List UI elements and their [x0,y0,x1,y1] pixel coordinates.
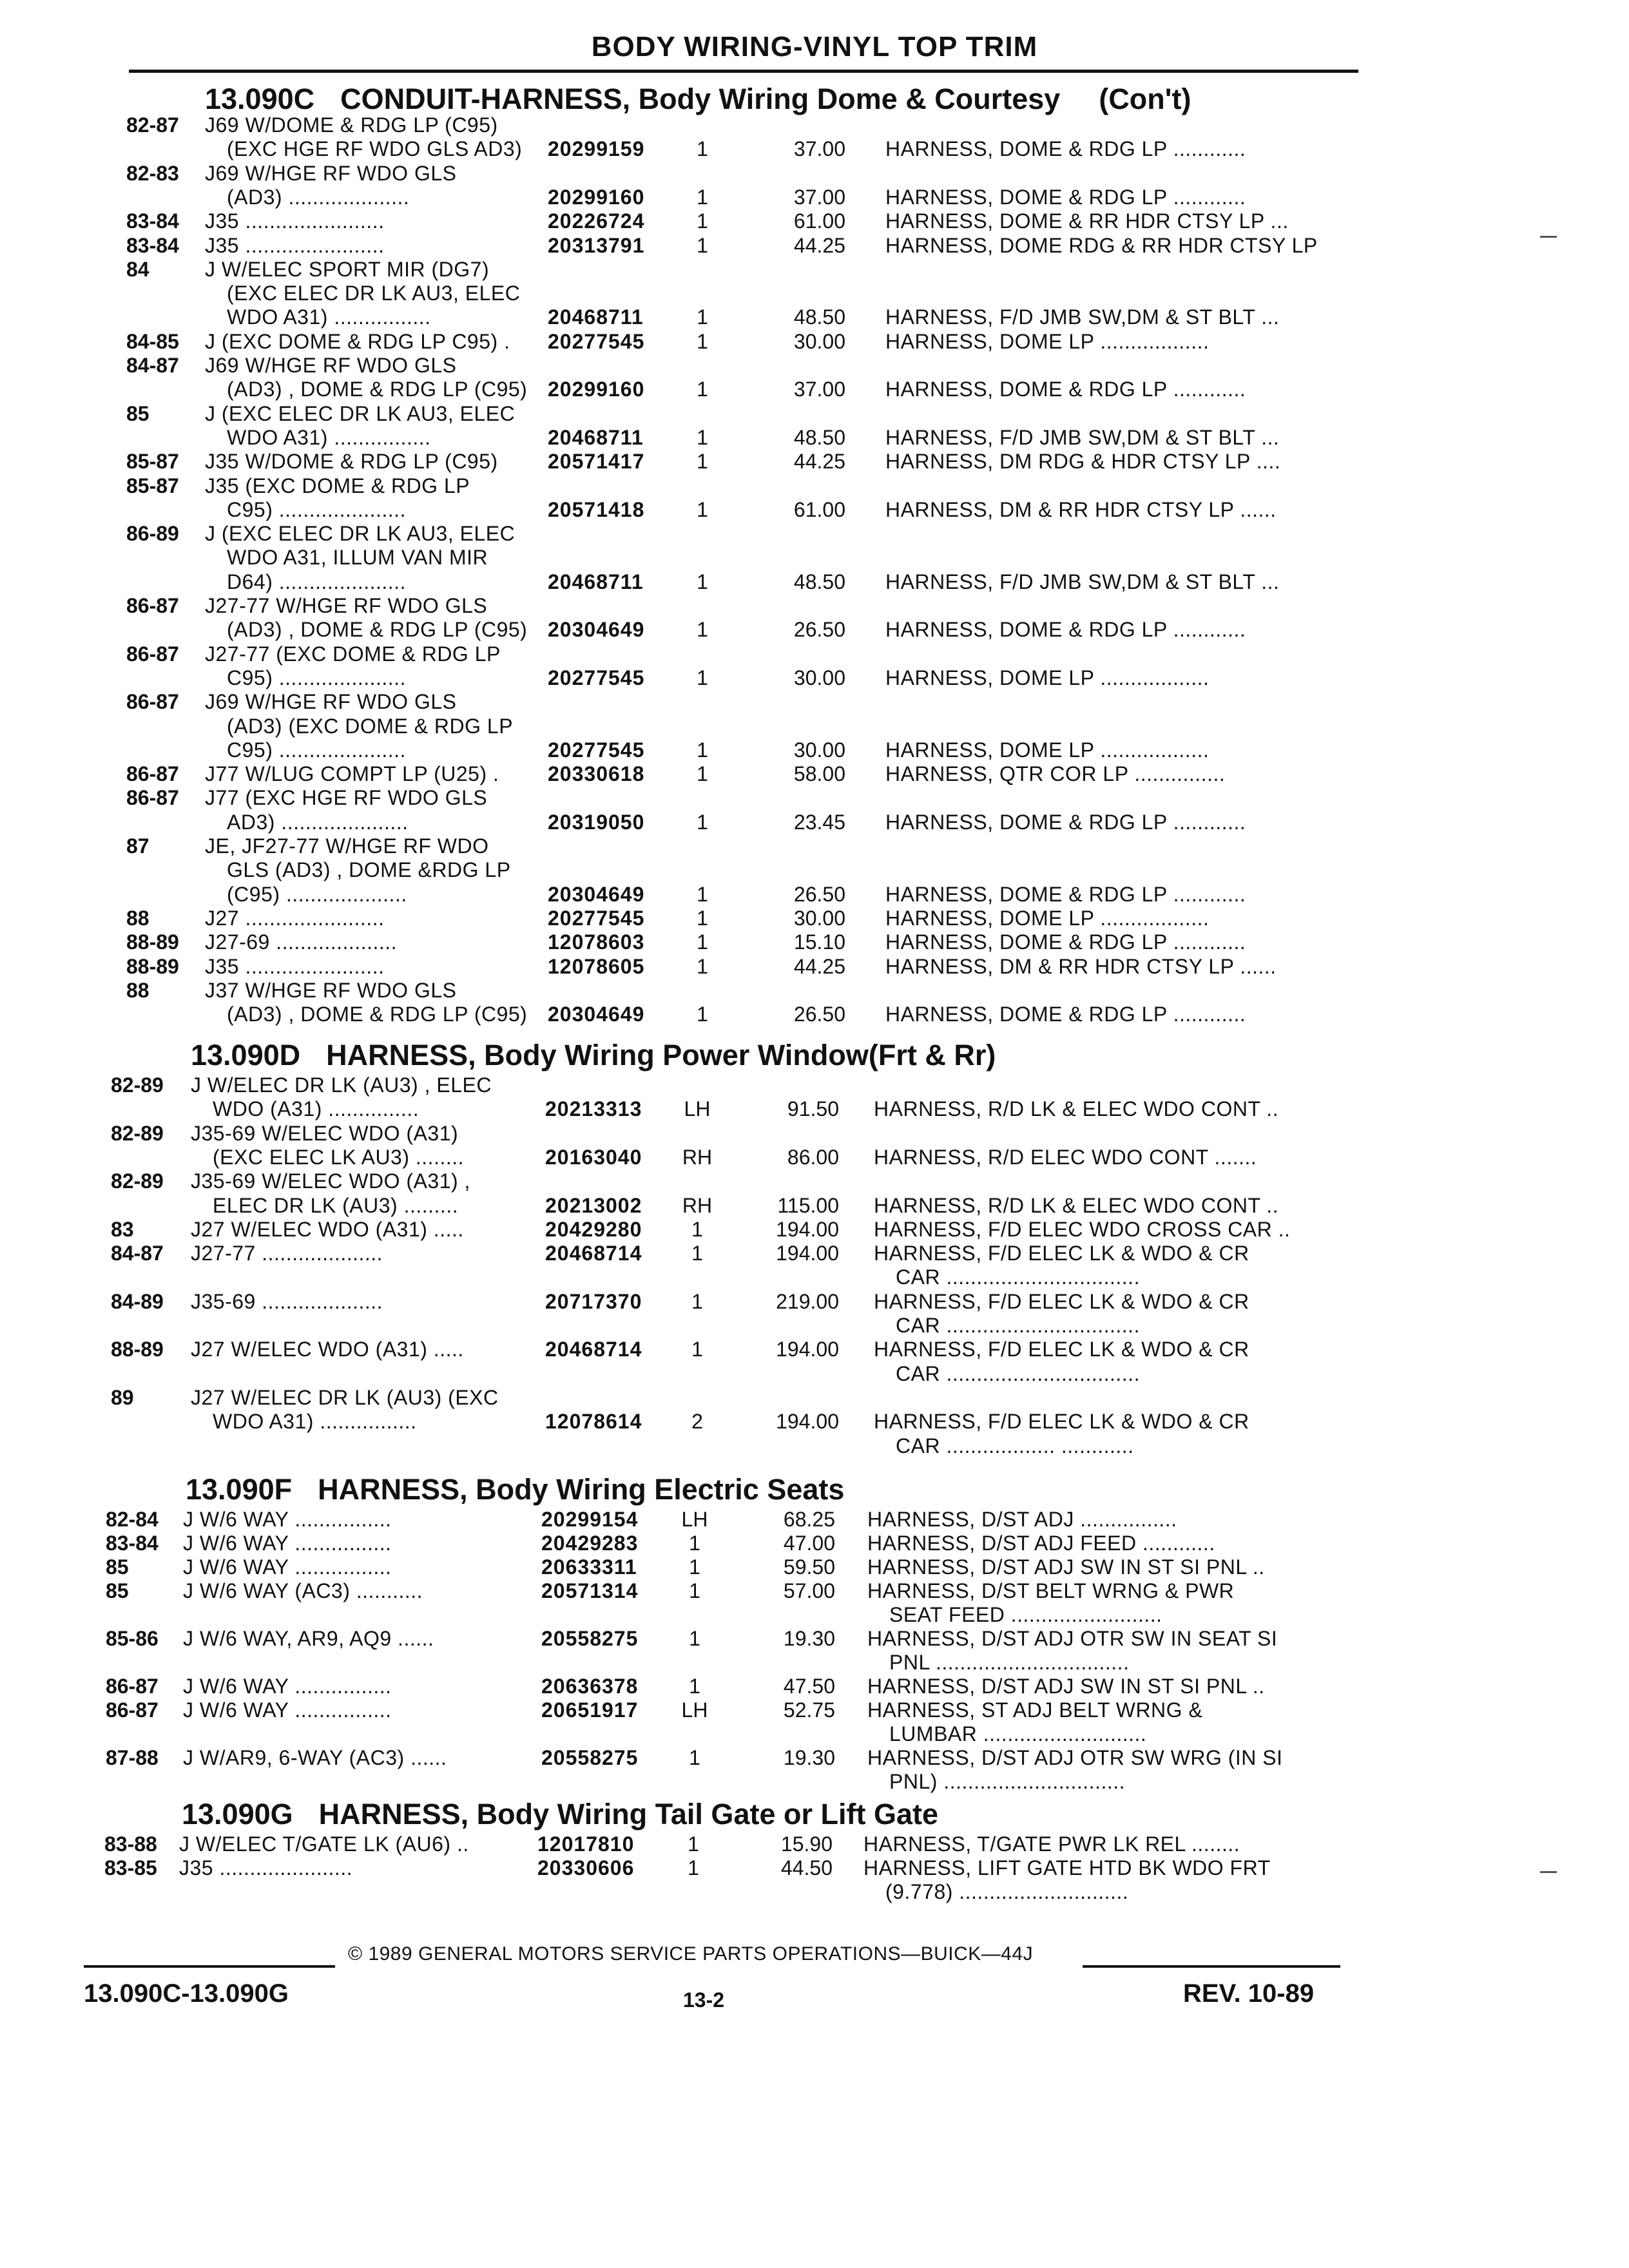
section-heading: HARNESS, Body Wiring Electric Seats [318,1473,845,1506]
application-desc: AD3) ..................... [227,811,409,834]
application-desc: J35 ....................... [205,955,385,978]
application-desc: J27-77 W/HGE RF WDO GLS [205,594,488,617]
model-year: 84-89 [111,1290,164,1313]
application-desc: J69 W/HGE RF WDO GLS [205,162,457,185]
price: 37.00 [793,378,845,401]
part-number: 20299160 [548,378,645,401]
part-number: 20330618 [548,762,645,785]
quantity: 1 [697,1003,708,1026]
part-name: HARNESS, QTR COR LP ............... [885,762,1226,785]
footer-page-number: 13-2 [683,1988,725,2012]
part-number: 20304649 [548,883,645,906]
part-name: HARNESS, DOME LP .................. [885,738,1210,762]
part-name: PNL) .............................. [889,1770,1126,1793]
section-title [186,1473,844,1506]
part-name: HARNESS, D/ST ADJ OTR SW IN SEAT SI [867,1627,1278,1650]
price: 59.50 [783,1555,835,1579]
part-number: 12078603 [548,930,645,954]
part-name: HARNESS, D/ST ADJ SW IN ST SI PNL .. [867,1555,1265,1579]
model-year: 82-87 [126,113,179,137]
price: 115.00 [777,1194,839,1217]
part-number: 20299160 [548,186,645,209]
price: 15.90 [780,1832,833,1856]
application-desc: J (EXC ELEC DR LK AU3, ELEC [205,402,516,425]
quantity: 1 [697,498,708,521]
model-year: 88-89 [126,955,179,978]
price: 47.00 [783,1532,835,1555]
price: 26.50 [793,883,845,906]
part-name: CAR ................................ [896,1362,1140,1385]
price: 194.00 [776,1242,839,1265]
model-year: 86-87 [106,1698,159,1722]
application-desc: (AD3) , DOME & RDG LP (C95) [227,378,528,401]
model-year: 88 [126,907,149,930]
model-year: 83-85 [104,1856,157,1879]
application-desc: (AD3) , DOME & RDG LP (C95) [227,1003,528,1026]
part-name: HARNESS, D/ST ADJ FEED ............ [867,1532,1215,1555]
model-year: 84-85 [126,330,179,353]
part-name: CAR ................................ [896,1265,1140,1289]
price: 15.10 [793,930,845,954]
application-desc: J27 W/ELEC DR LK (AU3) (EXC [191,1386,499,1409]
application-desc: J35 ....................... [205,234,385,257]
part-name: HARNESS, D/ST ADJ SW IN ST SI PNL .. [867,1675,1265,1698]
quantity: LH [681,1698,708,1722]
part-name: (9.778) ............................ [885,1880,1129,1903]
part-name: HARNESS, DOME & RDG LP ............ [885,137,1246,160]
part-name: HARNESS, F/D ELEC LK & WDO & CR [874,1338,1249,1361]
application-desc: J69 W/HGE RF WDO GLS [205,354,457,377]
quantity: 1 [689,1675,700,1698]
quantity: 1 [697,811,708,834]
part-name: LUMBAR ........................... [889,1722,1147,1745]
application-desc: J W/6 WAY (AC3) ........... [183,1579,423,1602]
model-year: 89 [111,1386,134,1409]
quantity: 1 [688,1856,699,1879]
application-desc: WDO A31, ILLUM VAN MIR [227,546,488,569]
part-name: HARNESS, DOME & RDG LP ............ [885,186,1246,209]
application-desc: JE, JF27-77 W/HGE RF WDO [205,834,489,858]
application-desc: C95) ..................... [227,498,406,521]
price: 19.30 [783,1746,835,1769]
application-desc: (AD3) (EXC DOME & RDG LP [227,715,514,738]
part-number: 20277545 [548,330,645,353]
model-year: 87-88 [106,1746,159,1769]
price: 47.50 [783,1675,835,1698]
model-year: 88 [126,979,149,1002]
part-number: 20429283 [541,1532,639,1555]
part-name: HARNESS, DOME & RDG LP ............ [885,883,1246,906]
part-number: 20468711 [548,570,644,593]
price: 61.00 [793,498,845,521]
quantity: 1 [689,1532,700,1555]
quantity: 1 [697,426,708,449]
price: 48.50 [793,426,845,449]
price: 30.00 [793,738,845,762]
price: 48.50 [793,570,845,593]
application-desc: J27 ....................... [205,907,385,930]
part-name: HARNESS, R/D LK & ELEC WDO CONT .. [874,1097,1279,1120]
quantity: 1 [689,1746,700,1769]
model-year: 86-87 [126,786,179,809]
part-number: 20558275 [541,1746,639,1769]
application-desc: J69 W/HGE RF WDO GLS [205,690,457,713]
application-desc: J W/6 WAY ................ [183,1532,392,1555]
part-number: 20571417 [548,450,645,473]
part-name: CAR .................. ............ [896,1434,1134,1457]
margin-mark [1540,236,1557,238]
quantity: 1 [697,666,708,689]
model-year: 88-89 [126,930,179,954]
part-number: 20429280 [545,1218,642,1241]
application-desc: (EXC HGE RF WDO GLS AD3) [227,137,523,160]
model-year: 85 [106,1579,129,1602]
application-desc: GLS (AD3) , DOME &RDG LP [227,858,511,881]
quantity: 1 [697,618,708,641]
price: 30.00 [793,907,845,930]
application-desc: J35 ....................... [205,209,385,233]
model-year: 85-87 [126,450,179,473]
quantity: 1 [697,738,708,762]
part-number: 20571418 [548,498,645,521]
quantity: 1 [697,186,708,209]
price: 48.50 [793,305,845,329]
model-year: 86-89 [126,522,179,545]
part-name: HARNESS, F/D ELEC LK & WDO & CR [874,1290,1249,1313]
quantity: 1 [697,234,708,257]
application-desc: (AD3) .................... [227,186,410,209]
part-name: HARNESS, DOME LP .................. [885,330,1210,353]
quantity: 1 [689,1627,700,1650]
application-desc: J27-69 .................... [205,930,398,954]
application-desc: J27-77 (EXC DOME & RDG LP [205,642,501,666]
part-number: 20304649 [548,1003,645,1026]
quantity: LH [681,1508,708,1531]
part-number: 20330606 [537,1856,635,1879]
quantity: 1 [697,330,708,353]
quantity: 1 [689,1579,700,1602]
part-name: CAR ................................ [896,1314,1140,1337]
part-number: 20213002 [545,1194,642,1217]
price: 61.00 [793,209,845,233]
part-name: HARNESS, F/D JMB SW,DM & ST BLT ... [885,305,1280,329]
section-title [182,1798,938,1831]
part-name: HARNESS, D/ST ADJ OTR SW WRG (IN SI [867,1746,1283,1769]
section-continued: (Con't) [1099,82,1191,115]
model-year: 85 [126,402,149,425]
part-number: 20277545 [548,666,645,689]
quantity: 1 [691,1218,703,1241]
model-year: 83-84 [126,234,179,257]
part-number: 20226724 [548,209,645,233]
application-desc: J W/AR9, 6-WAY (AC3) ...... [183,1746,447,1769]
section-code: 13.090F [186,1473,293,1506]
quantity: 1 [689,1555,700,1579]
part-name: PNL ................................ [889,1651,1130,1674]
section-heading: HARNESS, Body Wiring Power Window(Frt & Rr) [326,1039,996,1072]
price: 30.00 [793,666,845,689]
part-number: 20468714 [545,1242,642,1265]
part-number: 20163040 [545,1146,642,1169]
price: 19.30 [783,1627,835,1650]
application-desc: J W/6 WAY ................ [183,1675,392,1698]
part-name: HARNESS, LIFT GATE HTD BK WDO FRT [863,1856,1271,1879]
application-desc: J35-69 .................... [191,1290,383,1313]
footer-copyright: © 1989 GENERAL MOTORS SERVICE PARTS OPERATIONS—BUICK—44J [348,1943,1034,1965]
part-name: HARNESS, DOME & RR HDR CTSY LP ... [885,209,1289,233]
application-desc: (AD3) , DOME & RDG LP (C95) [227,618,528,641]
section-title [205,82,1191,116]
part-name: HARNESS, D/ST ADJ ................ [867,1508,1177,1531]
part-number: 20717370 [545,1290,642,1313]
application-desc: J W/6 WAY ................ [183,1508,392,1531]
part-name: HARNESS, DM & RR HDR CTSY LP ...... [885,955,1277,978]
application-desc: (C95) .................... [227,883,407,906]
quantity: RH [682,1194,713,1217]
price: 44.25 [793,955,845,978]
application-desc: C95) ..................... [227,666,406,689]
part-number: 20651917 [541,1698,639,1722]
section-heading: CONDUIT-HARNESS, Body Wiring Dome & Courtesy [340,82,1061,115]
part-number: 20299154 [541,1508,639,1531]
quantity: LH [684,1097,711,1120]
part-number: 20558275 [541,1627,639,1650]
part-number: 12017810 [537,1832,635,1856]
part-name: HARNESS, DM RDG & HDR CTSY LP .... [885,450,1281,473]
part-number: 20468711 [548,305,644,329]
price: 26.50 [793,618,845,641]
model-year: 85 [106,1555,129,1579]
application-desc: J W/6 WAY ................ [183,1555,392,1579]
application-desc: J W/ELEC SPORT MIR (DG7) [205,258,490,281]
header-rule [129,70,1358,73]
model-year: 83 [111,1218,134,1241]
application-desc: J (EXC ELEC DR LK AU3, ELEC [205,522,516,545]
part-number: 20277545 [548,738,645,762]
part-name: HARNESS, R/D LK & ELEC WDO CONT .. [874,1194,1279,1217]
part-name: HARNESS, T/GATE PWR LK REL ........ [863,1832,1240,1856]
application-desc: (EXC ELEC LK AU3) ........ [213,1146,465,1169]
model-year: 82-83 [126,162,179,185]
quantity: 1 [688,1832,699,1856]
quantity: 1 [697,883,708,906]
part-number: 12078614 [545,1410,642,1433]
part-number: 20304649 [548,618,645,641]
part-number: 12078605 [548,955,645,978]
model-year: 86-87 [106,1675,159,1698]
price: 23.45 [793,811,845,834]
application-desc: ELEC DR LK (AU3) ......... [213,1194,459,1217]
application-desc: J27-77 .................... [191,1242,383,1265]
section-code: 13.090G [182,1798,293,1831]
price: 37.00 [793,186,845,209]
model-year: 83-84 [106,1532,159,1555]
part-name: HARNESS, R/D ELEC WDO CONT ....... [874,1146,1257,1169]
quantity: 1 [697,955,708,978]
application-desc: J35 W/DOME & RDG LP (C95) [205,450,498,473]
part-name: HARNESS, DOME LP .................. [885,907,1210,930]
application-desc: J27 W/ELEC WDO (A31) ..... [191,1338,464,1361]
quantity: 1 [691,1290,703,1313]
quantity: 2 [691,1410,703,1433]
price: 91.50 [787,1097,839,1120]
part-name: HARNESS, F/D ELEC LK & WDO & CR [874,1242,1249,1265]
part-name: HARNESS, F/D ELEC WDO CROSS CAR .. [874,1218,1291,1241]
application-desc: J37 W/HGE RF WDO GLS [205,979,457,1002]
model-year: 87 [126,834,149,858]
application-desc: J77 W/LUG COMPT LP (U25) . [205,762,499,785]
quantity: 1 [697,209,708,233]
model-year: 88-89 [111,1338,164,1361]
price: 86.00 [787,1146,839,1169]
model-year: 82-89 [111,1073,164,1097]
part-number: 20571314 [541,1579,639,1602]
part-name: HARNESS, ST ADJ BELT WRNG & [867,1698,1203,1722]
part-number: 20468711 [548,426,644,449]
footer-section-range: 13.090C-13.090G [84,1979,289,2008]
application-desc: WDO A31) ................ [213,1410,417,1433]
price: 26.50 [793,1003,845,1026]
footer-rule-right [1083,1965,1340,1968]
part-number: 20633311 [541,1555,637,1579]
model-year: 85-86 [106,1627,159,1650]
price: 37.00 [793,137,845,160]
application-desc: J35 (EXC DOME & RDG LP [205,474,470,497]
quantity: 1 [697,930,708,954]
model-year: 82-84 [106,1508,159,1531]
quantity: 1 [697,378,708,401]
part-name: HARNESS, DOME & RDG LP ............ [885,378,1246,401]
section-code: 13.090D [191,1039,301,1072]
application-desc: J77 (EXC HGE RF WDO GLS [205,786,488,809]
model-year: 86-87 [126,594,179,617]
model-year: 84-87 [126,354,179,377]
model-year: 86-87 [126,690,179,713]
application-desc: C95) ..................... [227,738,406,762]
quantity: 1 [697,450,708,473]
model-year: 83-84 [126,209,179,233]
part-number: 20468714 [545,1338,642,1361]
application-desc: J35-69 W/ELEC WDO (A31) [191,1122,459,1145]
footer-rule-left [84,1965,335,1968]
price: 44.25 [793,234,845,257]
application-desc: WDO A31) ................ [227,426,431,449]
quantity: 1 [697,762,708,785]
part-name: HARNESS, DOME RDG & RR HDR CTSY LP [885,234,1318,257]
model-year: 86-87 [126,762,179,785]
part-name: HARNESS, DM & RR HDR CTSY LP ...... [885,498,1277,521]
part-name: HARNESS, D/ST BELT WRNG & PWR [867,1579,1235,1602]
price: 219.00 [776,1290,839,1313]
margin-mark [1540,1871,1557,1873]
model-year: 85-87 [126,474,179,497]
price: 44.50 [780,1856,833,1879]
price: 57.00 [783,1579,835,1602]
application-desc: WDO (A31) ............... [213,1097,419,1120]
application-desc: J W/6 WAY, AR9, AQ9 ...... [183,1627,434,1650]
model-year: 82-89 [111,1122,164,1145]
section-title [191,1039,996,1072]
application-desc: J W/ELEC T/GATE LK (AU6) .. [179,1832,469,1856]
application-desc: J35-69 W/ELEC WDO (A31) , [191,1169,470,1193]
part-number: 20313791 [548,234,645,257]
part-name: HARNESS, DOME & RDG LP ............ [885,1003,1246,1026]
model-year: 83-88 [104,1832,157,1856]
price: 194.00 [776,1218,839,1241]
price: 52.75 [783,1698,835,1722]
section-code: 13.090C [205,82,315,115]
model-year: 84 [126,258,149,281]
price: 30.00 [793,330,845,353]
quantity: 1 [691,1338,703,1361]
model-year: 84-87 [111,1242,164,1265]
part-name: HARNESS, F/D ELEC LK & WDO & CR [874,1410,1249,1433]
price: 58.00 [793,762,845,785]
application-desc: J69 W/DOME & RDG LP (C95) [205,113,498,137]
quantity: 1 [697,137,708,160]
model-year: 82-89 [111,1169,164,1193]
section-heading: HARNESS, Body Wiring Tail Gate or Lift Gate [318,1798,938,1831]
quantity: RH [682,1146,713,1169]
price: 68.25 [783,1508,835,1531]
part-number: 20319050 [548,811,645,834]
price: 194.00 [776,1410,839,1433]
page-title: BODY WIRING-VINYL TOP TRIM [591,31,1038,62]
part-name: HARNESS, F/D JMB SW,DM & ST BLT ... [885,426,1280,449]
part-name: SEAT FEED ......................... [889,1603,1162,1626]
part-name: HARNESS, DOME & RDG LP ............ [885,930,1246,954]
model-year: 86-87 [126,642,179,666]
part-name: HARNESS, DOME & RDG LP ............ [885,811,1246,834]
quantity: 1 [691,1242,703,1265]
part-name: HARNESS, DOME LP .................. [885,666,1210,689]
part-number: 20277545 [548,907,645,930]
price: 44.25 [793,450,845,473]
part-number: 20636378 [541,1675,639,1698]
part-number: 20299159 [548,137,645,160]
application-desc: WDO A31) ................ [227,305,431,329]
quantity: 1 [697,570,708,593]
footer-revision: REV. 10-89 [1183,1979,1315,2008]
application-desc: J27 W/ELEC WDO (A31) ..... [191,1218,464,1241]
application-desc: J W/6 WAY ................ [183,1698,392,1722]
application-desc: (EXC ELEC DR LK AU3, ELEC [227,282,521,305]
part-name: HARNESS, DOME & RDG LP ............ [885,618,1246,641]
application-desc: D64) ..................... [227,570,406,593]
quantity: 1 [697,907,708,930]
quantity: 1 [697,305,708,329]
price: 194.00 [776,1338,839,1361]
application-desc: J35 ...................... [179,1856,353,1879]
application-desc: J W/ELEC DR LK (AU3) , ELEC [191,1073,492,1097]
application-desc: J (EXC DOME & RDG LP C95) . [205,330,510,353]
part-number: 20213313 [545,1097,642,1120]
part-name: HARNESS, F/D JMB SW,DM & ST BLT ... [885,570,1280,593]
